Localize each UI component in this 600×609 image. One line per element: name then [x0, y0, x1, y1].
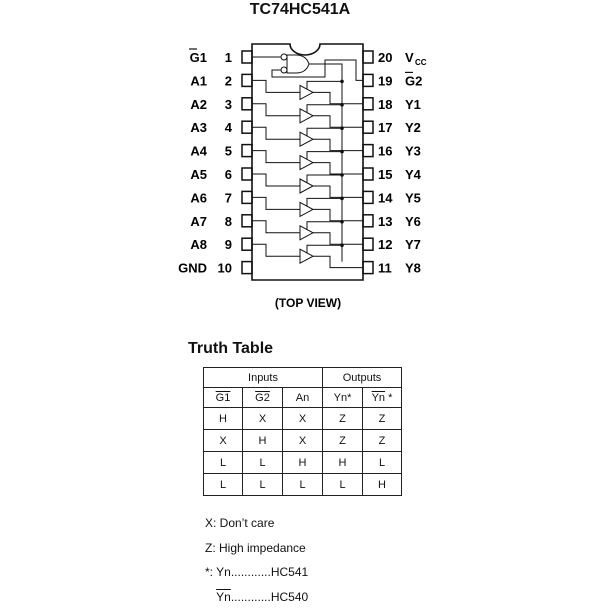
pin-pad [242, 238, 252, 250]
note-yn-hc541: *: Yn............HC541 [205, 560, 308, 585]
pin-name: Y8 [405, 261, 421, 276]
pin-pad [363, 74, 373, 86]
view-label: (TOP VIEW) [275, 296, 341, 310]
table-cell: H [323, 452, 363, 474]
pin-pad [363, 168, 373, 180]
pin-pad [242, 121, 252, 133]
input-wire [252, 104, 300, 116]
truth-table-header-row [204, 388, 402, 408]
input-wire [252, 197, 300, 209]
output-wire [313, 116, 363, 127]
table-cell: H [363, 474, 402, 496]
table-cell: Z [323, 430, 363, 452]
input-wire [252, 174, 300, 186]
pin-name: G2 [405, 73, 422, 88]
table-cell: X [204, 430, 243, 452]
pin-name: A3 [190, 120, 207, 135]
pin-name: A2 [190, 97, 207, 112]
inputs-group-header: Inputs [204, 368, 323, 388]
output-wire [313, 233, 363, 244]
header-g1: G1 [204, 388, 243, 408]
input-wire [252, 221, 300, 233]
pin-pad [242, 191, 252, 203]
pin-name: GND [178, 261, 207, 276]
enable-gate [287, 55, 309, 73]
pin-number: 11 [378, 261, 392, 276]
junction-dot [340, 243, 344, 247]
pin-number: 20 [378, 50, 392, 65]
input-wire [252, 244, 300, 256]
table-cell: Z [363, 430, 402, 452]
table-cell: L [204, 452, 243, 474]
table-cell: L [243, 452, 283, 474]
inversion-bubble [281, 67, 287, 73]
pin-number: 17 [378, 120, 392, 135]
pin-name: A7 [190, 214, 207, 229]
pin-pad [363, 215, 373, 227]
pin-number: 8 [225, 214, 232, 229]
pin-name: Y1 [405, 97, 421, 112]
pin-name: Y7 [405, 237, 421, 252]
outputs-group-header: Outputs [323, 368, 402, 388]
note-yn-bar-hc540: $\overline{Yn}............HC540$ [205, 585, 308, 609]
pin-number: 12 [378, 237, 392, 252]
enable-wire [307, 198, 342, 206]
pin-number: 9 [225, 237, 232, 252]
table-cell: H [283, 452, 323, 474]
input-wire [252, 151, 300, 163]
output-wire [313, 139, 363, 150]
pin-pad [242, 168, 252, 180]
chip-title: TC74HC541A [0, 1, 600, 19]
pin-name: Y4 [405, 167, 422, 182]
pin-number: 10 [218, 261, 232, 276]
table-cell: H [243, 430, 283, 452]
enable-wire [307, 245, 342, 253]
table-row [204, 430, 402, 452]
header-yn-star: Yn* [323, 388, 363, 408]
table-row [204, 452, 402, 474]
table-cell: Z [363, 408, 402, 430]
input-wire [252, 80, 300, 92]
pin-pad [363, 238, 373, 250]
pin-name: A1 [190, 73, 207, 88]
inversion-bubble [281, 54, 287, 60]
pin-pad [363, 191, 373, 203]
enable-wire [307, 152, 342, 160]
enable-wire [307, 222, 342, 230]
output-wire [313, 256, 363, 267]
pin-number: 5 [225, 144, 232, 159]
enable-wire [307, 175, 342, 183]
junction-dot [340, 150, 344, 154]
table-cell: Z [323, 408, 363, 430]
junction-dot [340, 103, 344, 107]
junction-dot [340, 80, 344, 84]
pin-number: 15 [378, 167, 392, 182]
table-row [204, 474, 402, 496]
pin-pad [242, 98, 252, 110]
pin-name: Y5 [405, 190, 421, 205]
header-an: An [283, 388, 323, 408]
junction-dot [340, 173, 344, 177]
pin-name: Y3 [405, 144, 421, 159]
pin-pad [242, 74, 252, 86]
pin-number: 13 [378, 214, 392, 229]
pin-number: 2 [225, 73, 232, 88]
pin-name: Y6 [405, 214, 421, 229]
pin-number: 14 [378, 190, 393, 205]
pin-number: 1 [225, 50, 232, 65]
truth-table-group-row [204, 368, 402, 388]
pin-name-subscript: CC [415, 58, 427, 67]
pin-number: 18 [378, 97, 392, 112]
input-wire [252, 127, 300, 139]
pin-number: 19 [378, 73, 392, 88]
pin-number: 4 [225, 120, 233, 135]
junction-dot [340, 197, 344, 201]
pin-pad [242, 145, 252, 157]
note-high-impedance: Z: High impedance [205, 536, 308, 561]
table-cell: L [204, 474, 243, 496]
table-notes [205, 511, 308, 609]
pin-pad [363, 121, 373, 133]
output-wire [313, 186, 363, 197]
output-wire [313, 163, 363, 174]
pin-name: A5 [190, 167, 207, 182]
table-cell: L [283, 474, 323, 496]
pin-name: A6 [190, 190, 207, 205]
output-wire [313, 92, 363, 103]
junction-dot [340, 126, 344, 130]
pin-name: Y2 [405, 120, 421, 135]
enable-wire [307, 105, 342, 113]
pin-name: A4 [190, 144, 207, 159]
truth-table-title: Truth Table [188, 340, 273, 358]
table-cell: X [283, 430, 323, 452]
enable-wire [307, 128, 342, 136]
truth-table [203, 367, 402, 496]
note-dont-care: X: Don’t care [205, 511, 308, 536]
header-g2: G2 [243, 388, 283, 408]
pin-name: V [405, 50, 414, 65]
table-cell: H [204, 408, 243, 430]
pin-pad [242, 215, 252, 227]
table-cell: L [243, 474, 283, 496]
table-cell: L [323, 474, 363, 496]
pin-pad [363, 145, 373, 157]
junction-dot [340, 220, 344, 224]
pin-number: 3 [225, 97, 232, 112]
output-wire [313, 209, 363, 220]
pin-pad [242, 51, 252, 63]
table-cell: X [243, 408, 283, 430]
pin-pad [363, 98, 373, 110]
table-cell: X [283, 408, 323, 430]
enable-wire [307, 81, 342, 89]
pin-number: 16 [378, 144, 392, 159]
pin-pad [363, 51, 373, 63]
pin-name: A8 [190, 237, 207, 252]
pin-pad [363, 262, 373, 274]
pin-name: G1 [190, 50, 207, 65]
pin-pad [242, 262, 252, 274]
table-cell: L [363, 452, 402, 474]
pin-number: 6 [225, 167, 232, 182]
table-row [204, 408, 402, 430]
header-yn-bar-star: $\overline{Yn}$ * [363, 388, 402, 408]
pin-number: 7 [225, 190, 232, 205]
